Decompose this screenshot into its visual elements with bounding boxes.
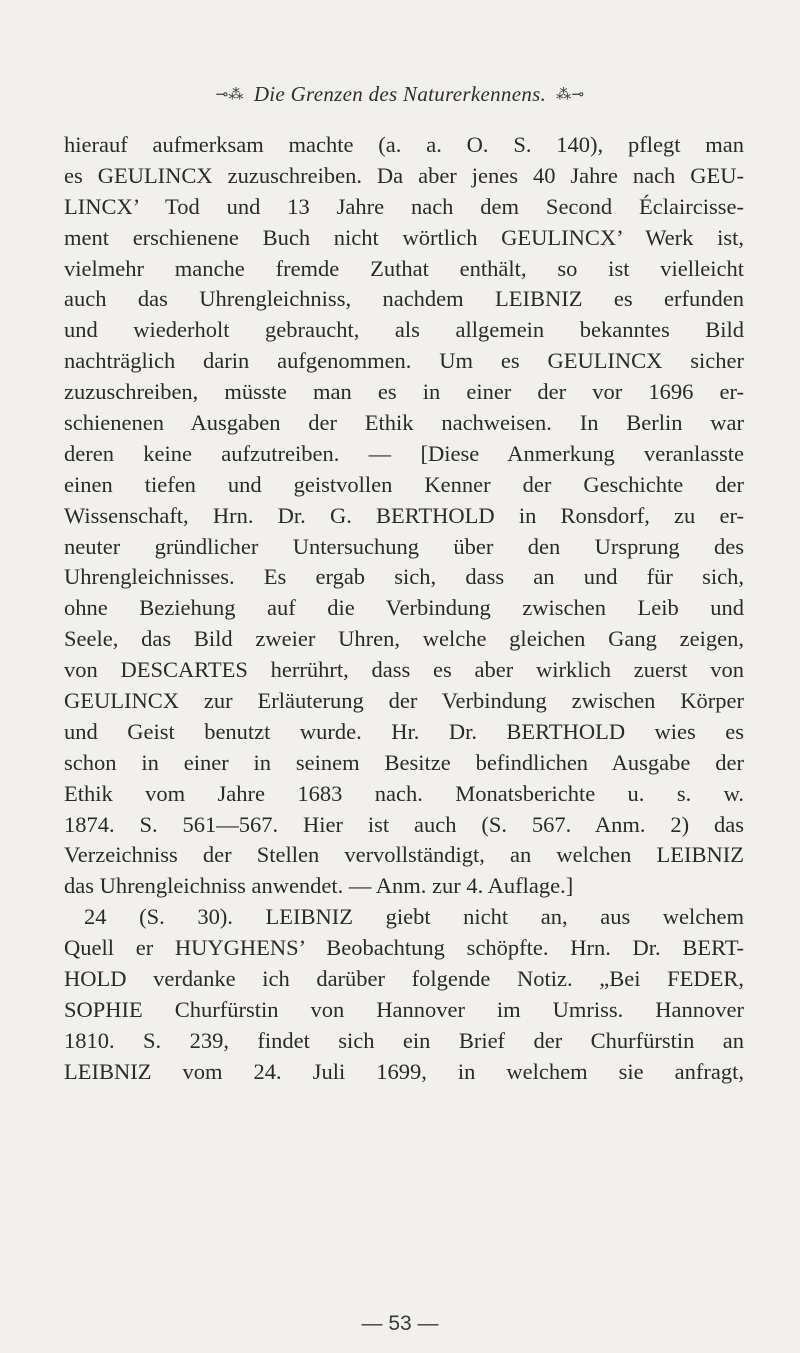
text-line: 1810. S. 239, findet sich ein Brief der Churfürstin an	[64, 1027, 744, 1053]
running-title: Die Grenzen des Naturerkennens.	[253, 82, 547, 106]
text-line: HOLD verdanke ich darüber folgende Notiz. „Bei FEDER,	[64, 966, 744, 992]
text-line: 1874. S. 561—567. Hier ist auch (S. 567. Anm. 2) das	[64, 811, 744, 837]
text-line: Wissenschaft, Hrn. Dr. G. BERTHOLD in Ronsdorf, zu er-	[64, 502, 744, 528]
text-line: einen tiefen und geistvollen Kenner der Geschichte der	[64, 471, 744, 497]
text-line: Verzeichniss der Stellen vervollständigt, an welchen LEIBNIZ	[64, 842, 744, 868]
running-header	[0, 82, 800, 107]
text-line: Uhrengleichnisses. Es ergab sich, dass an und für sich,	[64, 564, 744, 590]
text-line: SOPHIE Churfürstin von Hannover im Umriss. Hannover	[64, 996, 744, 1022]
body-text	[64, 130, 744, 1088]
text-line: schon in einer in seinem Besitze befindlichen Ausgabe der	[64, 749, 744, 775]
text-line: GEULINCX zur Erläuterung der Verbindung zwischen Körper	[64, 688, 744, 714]
text-line: Ethik vom Jahre 1683 nach. Monatsberichte u. s. w.	[64, 780, 744, 806]
text-line: Seele, das Bild zweier Uhren, welche gleichen Gang zeigen,	[64, 626, 744, 652]
text-line: Quell er HUYGHENS’ Beobachtung schöpfte. Hrn. Dr. BERT-	[64, 935, 744, 961]
text-line: das Uhrengleichniss anwendet. — Anm. zur 4. Auflage.]	[64, 873, 574, 899]
text-line: LINCX’ Tod und 13 Jahre nach dem Second Éclaircisse-	[64, 193, 744, 219]
text-line: und Geist benutzt wurde. Hr. Dr. BERTHOLD wies es	[64, 718, 744, 744]
text-line: zuzuschreiben, müsste man es in einer der vor 1696 er-	[64, 379, 744, 405]
text-line: ment erschienene Buch nicht wörtlich GEULINCX’ Werk ist,	[64, 224, 744, 250]
header-ornament-right: ⁂⊸	[556, 87, 585, 103]
text-line: von DESCARTES herrührt, dass es aber wirklich zuerst von	[64, 657, 744, 683]
text-line: auch das Uhrengleichniss, nachdem LEIBNIZ es erfunden	[64, 286, 744, 312]
text-line: ohne Beziehung auf die Verbindung zwischen Leib und	[64, 595, 744, 621]
text-line: vielmehr manche fremde Zuthat enthält, so ist vielleicht	[64, 255, 744, 281]
text-line: nachträglich darin aufgenommen. Um es GEULINCX sicher	[64, 348, 744, 374]
text-line: und wiederholt gebraucht, als allgemein bekanntes Bild	[64, 317, 744, 343]
header-ornament-left: ⊸⁂	[215, 87, 244, 103]
text-line: deren keine aufzutreiben. — [Diese Anmerkung veranlasste	[64, 440, 744, 466]
text-line: neuter gründlicher Untersuchung über den Ursprung des	[64, 533, 744, 559]
text-line: es GEULINCX zuzuschreiben. Da aber jenes 40 Jahre nach GEU-	[64, 162, 744, 188]
text-line: hierauf aufmerksam machte (a. a. O. S. 140), pflegt man	[64, 132, 744, 157]
text-line: LEIBNIZ vom 24. Juli 1699, in welchem sie anfragt,	[64, 1058, 744, 1084]
text-line: 24 (S. 30). LEIBNIZ giebt nicht an, aus welchem	[84, 904, 744, 930]
text-line: schienenen Ausgaben der Ethik nachweisen. In Berlin war	[64, 410, 744, 436]
page-number: — 53 —	[361, 1312, 439, 1335]
